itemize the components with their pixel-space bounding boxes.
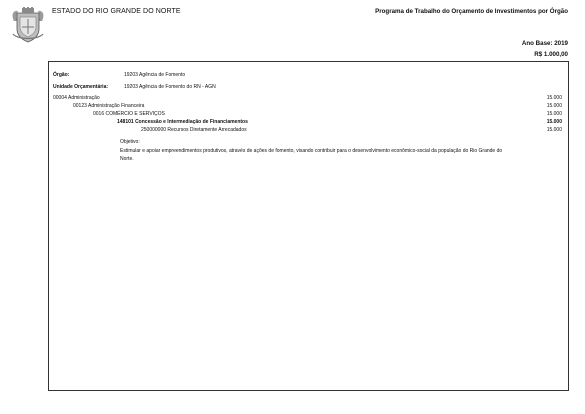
year-base: Ano Base: 2019: [521, 40, 568, 47]
state-name: ESTADO DO RIO GRANDE DO NORTE: [52, 8, 181, 15]
subfunction-line: 00123 Administração Financeira: [73, 103, 145, 109]
function-line: 00004 Administração: [53, 95, 100, 101]
currency-unit: R$ 1.000,00: [534, 51, 568, 58]
resource-source-amount: 15.000: [546, 127, 562, 133]
subfunction-amount: 15.000: [546, 103, 562, 109]
report-title: Programa de Trabalho do Orçamento de Investimentos por Órgão: [375, 8, 568, 15]
action-amount: 15.000: [546, 119, 562, 125]
objective-text: Estimular e apoiar empreendimentos produtivos, através de ações de fomento, visando contribuir para o desenvolvimento econômico-social da população do Rio Grande do Norte.: [120, 148, 503, 162]
organ-value: 19203 Agência de Fomento: [124, 72, 186, 78]
program-line: 0016 COMÉRCIO E SERVIÇOS: [93, 111, 165, 117]
resource-source-line: 250000000 Recursos Diretamente Arrecadados: [141, 127, 247, 133]
objective-label: Objetivo:: [120, 139, 140, 145]
state-coat-of-arms-logo: [10, 7, 46, 43]
report-body: [48, 61, 569, 391]
function-amount: 15.000: [546, 95, 562, 101]
budget-unit-label: Unidade Orçamentária:: [53, 84, 109, 90]
action-line: 148101 Concessão e Intermediação de Financiamentos: [117, 119, 248, 125]
budget-unit-value: 19203 Agência de Fomento do RN - AGN: [124, 84, 216, 90]
organ-label: Órgão:: [53, 72, 70, 78]
program-amount: 15.000: [546, 111, 562, 117]
